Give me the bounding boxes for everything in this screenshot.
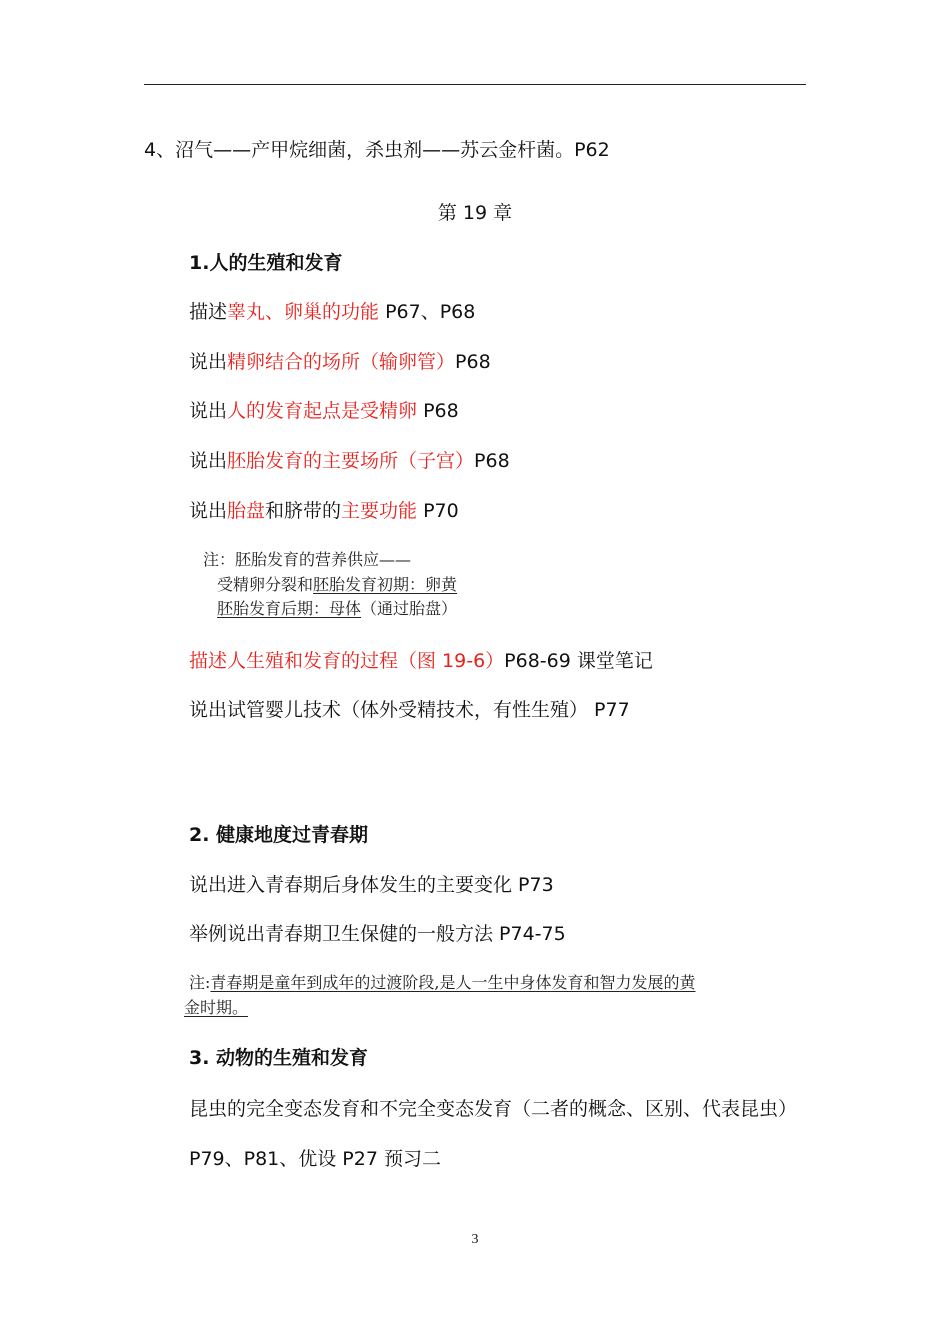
section1-item3	[189, 398, 459, 424]
item-middle: 和脐带的	[265, 500, 342, 522]
page-ref: P68	[455, 351, 491, 373]
section1-item7: 说出试管婴儿技术（体外受精技术，有性生殖） P77	[189, 699, 630, 721]
page-number: 3	[471, 1232, 479, 1247]
item-prefix: 说出	[189, 500, 228, 522]
section2-item1: 说出进入青春期后身体发生的主要变化 P73	[189, 874, 554, 896]
highlight-text: 胎盘	[227, 500, 266, 522]
item-prefix: 说出	[189, 351, 228, 373]
note-underlined: 胚胎发育初期：卵黄	[313, 575, 458, 594]
note-text: （通过胎盘）	[361, 599, 458, 618]
highlight-text: 主要功能	[341, 500, 418, 522]
item-prefix: 说出	[189, 400, 228, 422]
section1-item1	[189, 299, 475, 325]
section3-heading: 3. 动物的生殖和发育	[189, 1047, 369, 1069]
chapter-title: 第 19 章	[437, 202, 513, 224]
highlight-text: 人的发育起点是受精卵	[227, 400, 418, 422]
section1-item6	[189, 648, 653, 674]
highlight-text: 精卵结合的场所（输卵管）	[227, 351, 456, 373]
note-underlined: 胚胎发育后期：母体	[217, 599, 362, 618]
section2-item2: 举例说出青春期卫生保健的一般方法 P74-75	[189, 923, 566, 945]
page-ref: P68	[474, 450, 510, 472]
note-underlined: 青春期是童年到成年的过渡阶段,是人一生中身体发育和智力发展的黄	[210, 973, 696, 992]
section1-note-line2	[217, 574, 457, 596]
page-ref: P68-69 课堂笔记	[504, 650, 653, 672]
item-prefix: 描述	[189, 301, 228, 323]
section2-note-line2: 金时期。	[184, 998, 249, 1017]
section2-note-line1	[189, 972, 696, 994]
section1-item5	[189, 498, 459, 524]
highlight-text: 胚胎发育的主要场所（子宫）	[227, 450, 475, 472]
page-ref: P70	[417, 500, 459, 522]
intro-line: 4、沼气——产甲烷细菌，杀虫剂——苏云金杆菌。P62	[144, 139, 610, 161]
section3-item2: P79、P81、优设 P27 预习二	[189, 1148, 441, 1170]
section1-note-line3	[217, 598, 457, 620]
note-text: 受精卵分裂和	[217, 575, 314, 594]
page-ref: P67、P68	[379, 301, 476, 323]
section1-heading: 1.人的生殖和发育	[189, 252, 343, 274]
section2-heading: 2. 健康地度过青春期	[189, 824, 369, 846]
section1-item4	[189, 448, 510, 474]
highlight-text: 描述人生殖和发育的过程（图 19-6）	[189, 650, 505, 672]
item-prefix: 说出	[189, 450, 228, 472]
page-ref: P68	[417, 400, 459, 422]
section1-item2	[189, 349, 491, 375]
note-label: 注:	[189, 973, 211, 992]
section1-note-line1: 注：胚胎发育的营养供应——	[203, 550, 412, 569]
highlight-text: 睾丸、卵巢的功能	[227, 301, 380, 323]
section3-item1: 昆虫的完全变态发育和不完全变态发育（二者的概念、区别、代表昆虫）	[189, 1098, 798, 1120]
header-rule	[144, 84, 806, 85]
